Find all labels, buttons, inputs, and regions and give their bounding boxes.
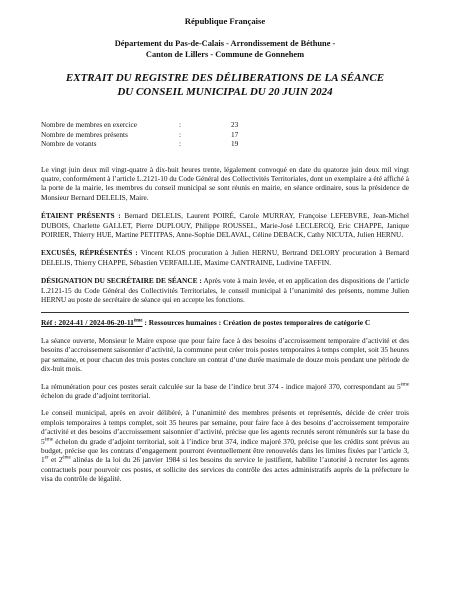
count-label: Nombre de membres présents xyxy=(41,129,128,139)
p3-sup-1: ème xyxy=(44,437,53,443)
count-row-votants xyxy=(41,139,409,149)
p3-text-c: et 2 xyxy=(48,455,63,465)
title-line-2: DU CONSEIL MUNICIPAL DU 20 JUIN 2024 xyxy=(117,85,333,98)
excuses-label: EXCUSÉS, RÉPRÉSENTÉS : xyxy=(41,248,138,258)
p3-text-a: Le conseil municipal, après en avoir délibéré, à l’unanimité des membres présents et représentés, décide de créer trois emplois temporaires à temps complet, soit 35 heures par semaine, pour faire face à des besoins d’accroissement temporaire d’activité et des besoins d’accroissement saisonnier d’activité, précise que les agents recrutés seront rémunérés sur la base du 5 xyxy=(41,408,409,446)
count-colon: : xyxy=(179,139,182,148)
count-row-presents xyxy=(41,130,409,140)
p3-text-d: alinéas de la loi du 26 janvier 1984 si les besoins du service le justifient, habilite l’autorité à recruter les agents contractuels pour pourvoir ces postes, et sollicite des services du contrôle des actes administratifs auprès de la préfecture le visa du contrôle de légalité. xyxy=(41,455,409,484)
secretaire-paragraph xyxy=(41,276,409,304)
deliberation-paragraph-1: La séance ouverte, Monsieur le Maire expose que pour faire face à des besoins d’accroissement temporaire d’activité et des besoins d’accroissement saisonnier d’activité, la commune peut créer trois postes temporaires à temps complet, soit 35 heures par semaine, et pour chacun des trois postes conclure un contrat d’une durée maximale de douze mois pendant une période de dix-huit mois. xyxy=(41,335,409,374)
count-label: Nombre de votants xyxy=(41,139,97,148)
presents-label: ÉTAIENT PRÉSENTS : xyxy=(41,211,121,221)
deliberation-paragraph-3 xyxy=(41,408,409,483)
ref-sup: ème xyxy=(133,318,143,324)
deliberation-reference xyxy=(41,318,409,328)
count-colon: : xyxy=(179,129,182,139)
count-row-exercice xyxy=(41,120,409,130)
count-label: Nombre de membres en exercice xyxy=(41,120,138,129)
intro-paragraph: Le vingt juin deux mil vingt-quatre à dix-huit heures trente, légalement convoqué en date du quatorze juin deux mil vingt quatre, conformément à l’article L.2121-10 du Code Général des Collectivités Territoriales, dont un exemplaire a été affiché à la porte de la mairie, les membres du conseil municipal se sont réunis en mairie, en séance ordinaire, sous la présidence de Monsieur Bernard DELELIS, Maire. xyxy=(41,164,409,202)
ref-number xyxy=(41,318,143,327)
departement-line-1: Département du Pas-de-Calais - Arrondissement de Béthune - xyxy=(114,39,336,48)
section-divider xyxy=(41,312,409,313)
p2-sup: ème xyxy=(400,382,409,388)
p3-text-b: échelon du grade d’adjoint territorial, soit à l’indice brut 374, indice majoré 370, précise que les crédits sont prévus au budget, précise que les contrats d’engagement pourront éventuellement être renouvelés dans les limites fixées par l’article 3, 1 xyxy=(41,436,409,465)
p3-sup-2: er xyxy=(44,456,49,462)
count-value: 23 xyxy=(231,120,239,129)
excuses-text: Vincent KLOS procuration à Julien HERNU, Bertrand DELORY procuration à Bernard DELELIS, Thierry CHAPPE, Sébastien VERFAILLIE, Maxime CANTRAINE, Ludivine TAFFIN. xyxy=(41,248,410,267)
member-counts xyxy=(41,120,409,149)
deliberation-paragraph-2 xyxy=(41,382,409,401)
departement-line-2: Canton de Lillers - Commune de Gonnehem xyxy=(145,50,305,59)
count-colon: : xyxy=(179,120,182,129)
secretaire-label: DÉSIGNATION DU SECRÉTAIRE DE SÉANCE : xyxy=(41,276,202,286)
secretaire-text: Après vote à main levée, et en application des dispositions de l’article L.2121-15 du Code Général des Collectivités Territoriales, le conseil municipal à l’unanimité des présents, nomme Julien HERNU au poste de secrétaire de séance qui en accepte les fonctions. xyxy=(41,276,410,304)
title-line-1: EXTRAIT DU REGISTRE DES DÉLIBERATIONS DE LA SÉANCE xyxy=(65,72,385,84)
p2-text-b: échelon du grade d’adjoint territorial. xyxy=(41,391,151,400)
p2-text-a: La rémunération pour ces postes serait calculée sur la base de l’indice brut 374 - indice majoré 370, correspondant au 5 xyxy=(41,381,401,391)
excuses-paragraph xyxy=(41,248,409,267)
count-value: 17 xyxy=(231,129,239,139)
ref-prefix: Réf : 2024-41 / 2024-06-20-11 xyxy=(41,318,134,328)
document-title xyxy=(41,72,409,99)
republique-header: République Française xyxy=(184,16,266,26)
departement-header xyxy=(41,38,409,60)
presents-paragraph xyxy=(41,211,409,239)
p3-sup-3: ème xyxy=(62,456,71,462)
ref-subject: : Ressources humaines : Création de postes temporaires de catégorie C xyxy=(142,318,371,328)
count-value: 19 xyxy=(231,139,239,148)
presents-text: Bernard DELELIS, Laurent POIRÉ, Carole MURRAY, Françoise LEFEBVRE, Jean-Michel DUBOIS, Charlette GALLET, Pierre DUPLOUY, Philippe ROUSSEL, Marie-José LECLERCQ, Eric CHAPPE, Janique POIRIER, Thierry HUE, Martine PETITPAS, Anne-Sophie DELAVAL, Céline DEBACK, Cathy NICUTA, Julien HERNU. xyxy=(41,211,410,239)
